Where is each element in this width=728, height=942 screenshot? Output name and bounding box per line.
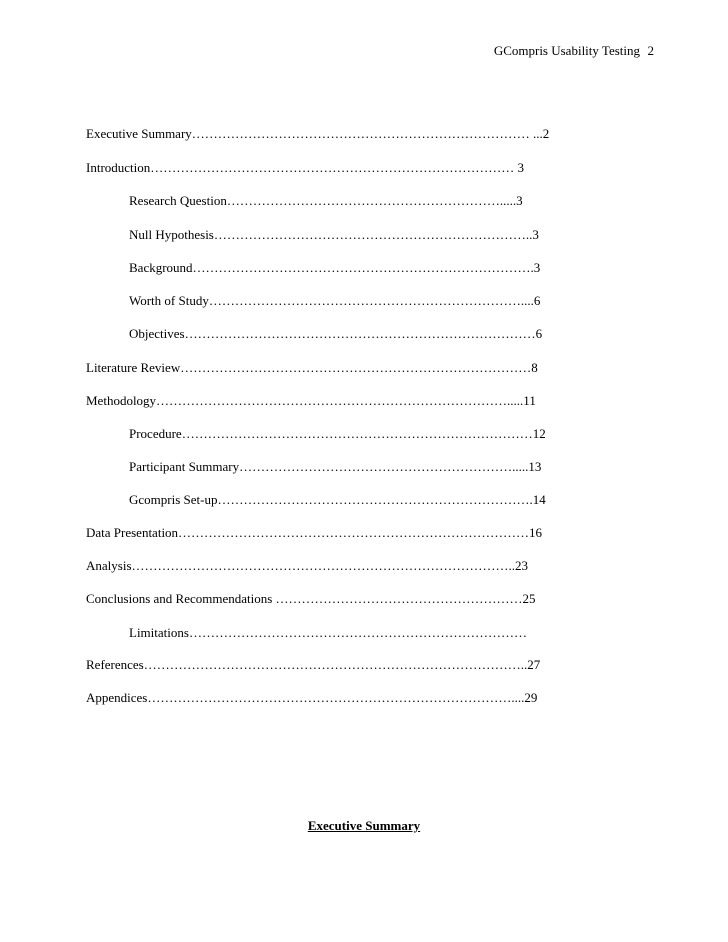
toc-entry-procedure: Procedure………………………………………………………………………12	[129, 426, 546, 441]
toc-entry-objectives: Objectives………………………………………………………………………6	[129, 326, 543, 341]
toc-entry-executive-summary: Executive Summary…………………………………………………………………… ...2	[86, 126, 550, 141]
toc-entry-worth-of-study: Worth of Study………………………………………………………………....6	[129, 293, 541, 308]
toc-entry-methodology: Methodology……………………………………………………………………….....11	[86, 393, 536, 408]
toc-entry-background: Background…………………………………………………………………….3	[129, 260, 541, 275]
page-number: 2	[647, 43, 654, 58]
toc-entry-introduction: Introduction………………………………………………………………………… 3	[86, 160, 525, 175]
toc-entry-references: References……………………………………………………………………………..27	[86, 657, 541, 672]
toc-entry-data-presentation: Data Presentation………………………………………………………………………16	[86, 525, 543, 540]
running-header: GCompris Usability Testing	[493, 43, 640, 58]
toc-entry-research-question: Research Question……………………………………………………….....3	[129, 193, 523, 208]
toc-entry-gcompris-setup: Gcompris Set-up……………………………………………………………….14	[129, 492, 546, 507]
toc-entry-limitations: Limitations……………………………………………………………………	[129, 625, 527, 640]
toc-entry-null-hypothesis: Null Hypothesis………………………………………………………………..3	[129, 227, 539, 242]
toc-entry-literature-review: Literature Review………………………………………………………………………8	[86, 360, 538, 375]
section-heading: Executive Summary	[307, 818, 421, 833]
toc-entry-conclusions: Conclusions and Recommendations …………………………………………………25	[86, 591, 536, 606]
toc-entry-analysis: Analysis……………………………………………………………………………..23	[86, 558, 528, 573]
toc-entry-appendices: Appendices…………………………………………………………………………....29	[86, 690, 538, 705]
toc-entry-participant-summary: Participant Summary……………………………………………………….....13	[129, 459, 542, 474]
